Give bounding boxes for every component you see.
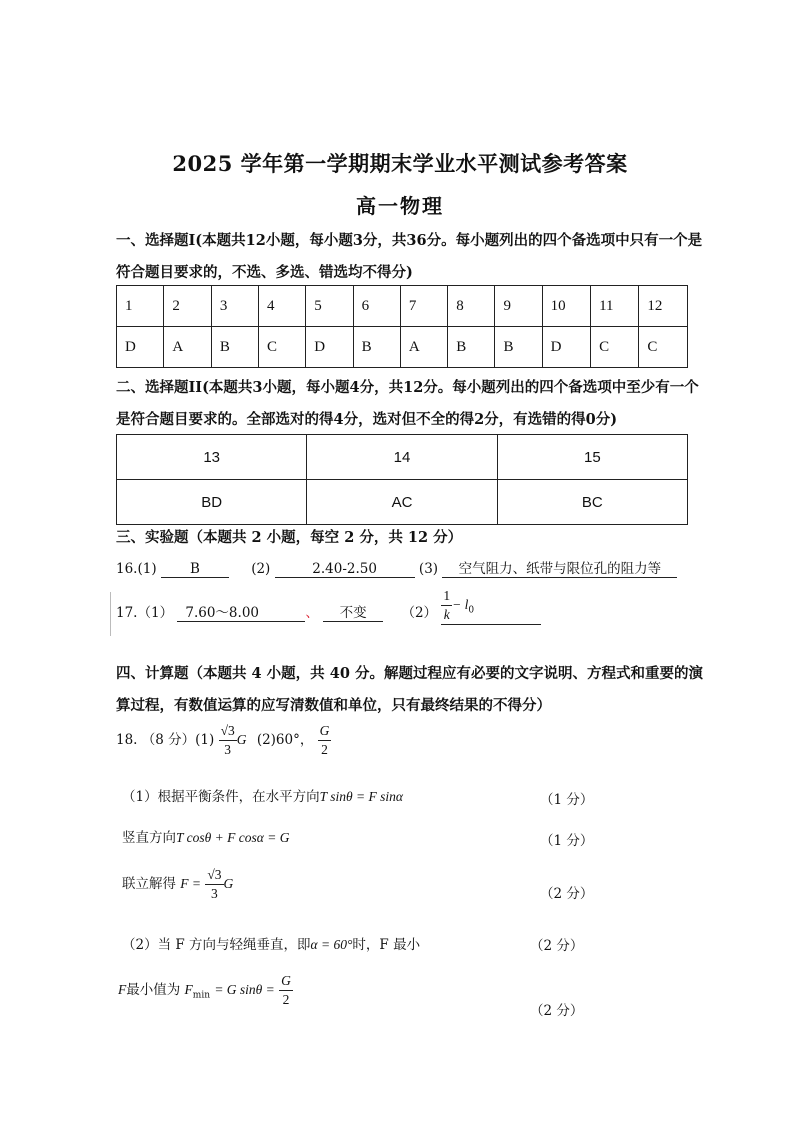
fraction-denominator: k	[443, 607, 450, 622]
step-equation: α = 60°	[310, 937, 353, 952]
answer-cell: BD	[117, 480, 307, 525]
answer-cell: B	[495, 327, 542, 368]
q17-part1-label: （1）	[137, 605, 174, 621]
question-number: 3	[211, 286, 258, 327]
answer-cell: B	[353, 327, 400, 368]
section1-answer-table	[116, 285, 688, 368]
section1-heading-line2: 符合题目要求的，不选、多选、错选均不得分)	[116, 264, 413, 281]
q18-points: （8 分）(1)	[141, 732, 215, 748]
answer-cell: B	[211, 327, 258, 368]
q16-answer1: B	[161, 561, 229, 578]
question-number: 8	[448, 286, 495, 327]
table-row-answers	[117, 327, 688, 368]
q18-step4-score: （2 分）	[530, 938, 584, 954]
fraction-denominator: 2	[321, 742, 328, 757]
step-equation: T cosθ + F cosα = G	[176, 830, 290, 845]
question-number: 6	[353, 286, 400, 327]
fraction-numerator: 1	[441, 587, 452, 606]
fraction-numerator: √3	[219, 722, 237, 741]
fraction-denominator: 2	[282, 992, 290, 1007]
answer-cell: B	[448, 327, 495, 368]
step-lhs: F =	[180, 876, 202, 891]
fraction-numerator: G	[279, 972, 293, 991]
q18-step1-score: （1 分）	[540, 792, 594, 808]
page-title: 2025 学年第一学期期末学业水平测试参考答案	[172, 151, 628, 176]
answer-cell: C	[259, 327, 306, 368]
answer-cell: C	[591, 327, 639, 368]
q18-step3	[122, 866, 233, 903]
q17-answer1b: 不变	[323, 601, 383, 622]
q16-part3-label: (3)	[418, 561, 439, 577]
q18-step2	[122, 826, 289, 846]
step5-fraction	[279, 972, 293, 1009]
q17-answer1: 7.60～8.00	[177, 601, 305, 622]
step-text: 竖直方向	[122, 830, 176, 846]
question-number: 2	[164, 286, 211, 327]
fraction-denominator: 3	[211, 886, 218, 901]
answer-cell: A	[164, 327, 211, 368]
step-text: 最小值为	[126, 982, 181, 998]
q16-answer-line	[116, 557, 696, 578]
question-number: 4	[259, 286, 306, 327]
section2-answer-table	[116, 434, 688, 525]
question-number: 1	[117, 286, 164, 327]
q17-part2-label: （2）	[401, 605, 438, 621]
section1-heading	[116, 225, 703, 289]
section4-heading-line2: 算过程，有数值运算的应写清数值和单位，只有最终结果的不得分）	[116, 697, 551, 714]
q16-part2-label: (2)	[251, 561, 271, 577]
margin-mark	[110, 592, 111, 636]
question-number: 5	[306, 286, 353, 327]
step-equation: T sinθ = F sinα	[319, 789, 403, 804]
section4-heading	[116, 658, 703, 722]
q17-tail-subscript: 0	[468, 605, 475, 616]
q17-fraction	[441, 587, 452, 624]
section2-heading-line1: 二、选择题II(本题共3小题，每小题4分，共12分。每小题列出的四个备选项中至少有一个	[116, 379, 699, 396]
q16-part1-label: (1)	[137, 561, 157, 577]
question-number: 9	[495, 286, 542, 327]
subject-title: 高一物理	[356, 194, 444, 218]
table-row-numbers	[117, 286, 688, 327]
section2-heading-line2: 是符合题目要求的。全部选对的得4分，选对但不全的得2分，有选错的得0分)	[116, 411, 618, 428]
answer-cell: C	[639, 327, 688, 368]
answer-cell: A	[400, 327, 447, 368]
fraction-numerator: √3	[205, 866, 223, 885]
step-text: 联立解得	[122, 876, 176, 892]
question-number: 13	[117, 435, 307, 480]
step-equation: F	[184, 982, 193, 997]
step3-fraction	[205, 866, 223, 903]
table-row-answers	[117, 480, 688, 525]
step-subscript: min	[192, 990, 211, 1001]
q18-part2: (2)60°，	[256, 732, 314, 748]
fraction-numerator: G	[318, 722, 332, 741]
q18-step4	[122, 933, 420, 953]
step-text: （1）根据平衡条件，在水平方向	[122, 789, 320, 805]
q17-answer2	[441, 587, 541, 625]
section2-heading	[116, 372, 699, 436]
q17-label: 17.	[116, 605, 138, 621]
q18-step5-score: （2 分）	[530, 1003, 584, 1019]
answer-cell: D	[306, 327, 353, 368]
question-number: 12	[639, 286, 688, 327]
step-lhs: F	[118, 982, 127, 997]
step-equation-2: = G sinθ =	[214, 982, 275, 997]
q18-step2-score: （1 分）	[540, 833, 594, 849]
q18-step3-score: （2 分）	[540, 886, 594, 902]
section3-heading: 三、实验题（本题共 2 小题，每空 2 分，共 12 分）	[116, 529, 463, 546]
q16-answer2: 2.40-2.50	[275, 561, 415, 578]
q17-separator: 、	[305, 605, 319, 621]
answer-cell: D	[117, 327, 164, 368]
q16-answer3: 空气阻力、纸带与限位孔的阻力等	[442, 557, 677, 578]
question-number: 10	[542, 286, 590, 327]
step-text: （2）当 F 方向与轻绳垂直，即	[122, 937, 311, 953]
answer-cell: BC	[497, 480, 687, 525]
q17-answer-line	[116, 588, 696, 633]
answer-cell: D	[542, 327, 590, 368]
q18-step1	[122, 785, 403, 805]
question-number: 7	[400, 286, 447, 327]
question-number: 14	[307, 435, 497, 480]
q16-label: 16.	[116, 561, 138, 577]
q17-tail: − l	[452, 597, 469, 612]
q18-answer2-fraction	[318, 722, 332, 759]
question-number: 15	[497, 435, 687, 480]
q18-answer1-fraction	[219, 722, 237, 759]
answer-cell: AC	[307, 480, 497, 525]
section1-heading-line1: 一、选择题I(本题共12小题，每小题3分，共36分。每小题列出的四个备选项中只有一个是	[116, 232, 703, 249]
fraction-denominator: 3	[224, 742, 232, 757]
q18-step5	[118, 972, 293, 1009]
step-text-2: 时，F 最小	[352, 937, 421, 953]
question-number: 11	[591, 286, 639, 327]
section4-heading-line1: 四、计算题（本题共 4 小题，共 40 分。解题过程应有必要的文字说明、方程式和重要的演	[116, 665, 703, 682]
q18-summary-line	[116, 722, 331, 759]
step-var: G	[223, 876, 234, 891]
q18-label: 18.	[116, 732, 138, 748]
q18-answer1-var: G	[236, 732, 247, 747]
table-row-numbers	[117, 435, 688, 480]
